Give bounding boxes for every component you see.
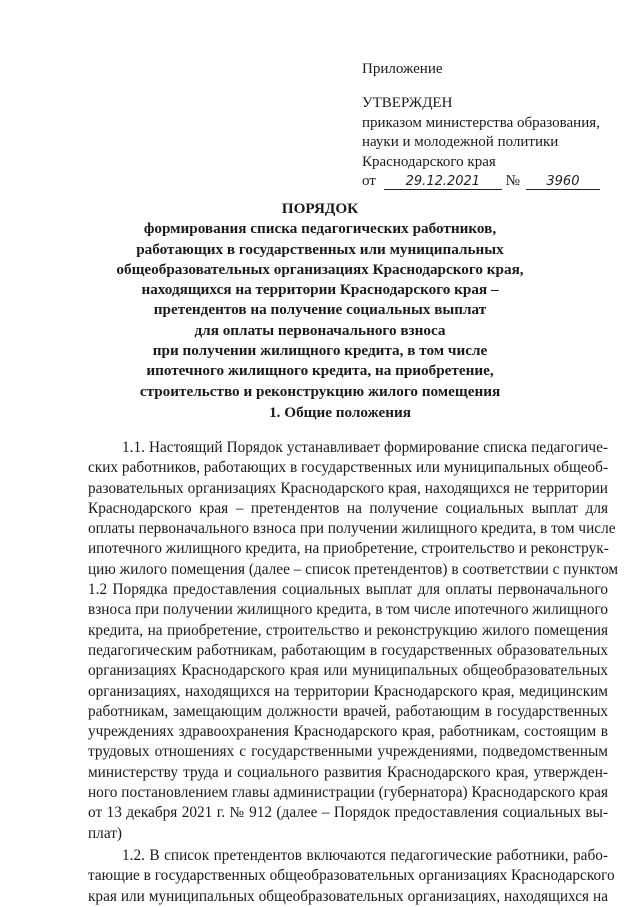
text-line: организациях, находящихся на территории Краснодарского края, медицинским	[88, 682, 608, 700]
title-line: работающих в государственных или муниципальных	[136, 240, 504, 258]
text-line: плат)	[88, 824, 122, 842]
title-line: находящихся на территории Краснодарского края –	[141, 281, 499, 299]
text-line: 1.1. Настоящий Порядок устанавливает формирование списка педагогиче-	[122, 439, 608, 456]
text-line: цию жилого помещения (далее – список претендентов) в соответствии с пунктом	[88, 560, 619, 578]
text-line: организациях Краснодарского края или муниципальных общеобразовательных	[88, 662, 608, 680]
text-line: края или муниципальных общеобразовательных организациях, находящихся на	[88, 887, 608, 905]
title-line: претендентов на получение социальных выплат	[153, 301, 487, 319]
text-line: трудовых отношениях с государственными учреждениями, подведомственным	[88, 743, 608, 761]
title-line: при получении жилищного кредита, в том числе	[152, 342, 488, 360]
number-prefix: №	[505, 173, 520, 189]
text-line: Краснодарского края – претендентов на получение социальных выплат для	[88, 499, 608, 517]
text-line: тающие в государственных общеобразовательных организациях Краснодарского	[88, 867, 615, 885]
text-line: от 13 декабря 2021 г. № 912 (далее – Порядок предоставления социальных вы-	[88, 804, 608, 822]
document-title	[60, 199, 580, 402]
text-line: ипотечного жилищного кредита, на приобретение, строительство и реконструк-	[88, 540, 609, 558]
text-line: 1.2. В список претендентов включаются педагогические работники, рабо-	[122, 846, 608, 864]
order-date: 29.12.2021	[384, 175, 502, 190]
section-heading: 1. Общие положения	[269, 404, 411, 421]
order-line: Краснодарского края	[362, 153, 496, 170]
appendix-label: Приложение	[362, 61, 443, 77]
text-line: педагогическим работникам, работающим в государственных образовательных	[88, 641, 608, 659]
text-line: ских работников, работающих в государственных или муниципальных общеоб-	[88, 459, 609, 477]
text-line: министерству труда и социального развития Краснодарского края, утвержден-	[88, 763, 608, 781]
approval-block	[362, 94, 600, 192]
text-line: ного постановлением главы администрации (губернатора) Краснодарского края	[88, 784, 608, 802]
text-line: 1.2 Порядка предоставления социальных выплат для оплаты первоначального	[88, 581, 608, 599]
title-line: формирования списка педагогических работников,	[143, 220, 497, 238]
text-line: учреждениях здравоохранения Краснодарского края, работникам, состоящим в	[88, 723, 608, 741]
order-number: 3960	[526, 175, 600, 190]
text-line: взноса при получении жилищного кредита, в том числе ипотечного жилищного	[88, 601, 609, 619]
title-line: ПОРЯДОК	[281, 200, 359, 217]
text-line: работникам, замещающим должности врачей, работающим в государственных	[88, 702, 608, 720]
date-prefix: от	[362, 173, 376, 189]
paragraph-1-2	[88, 846, 615, 907]
text-line: оплаты первоначального взноса при получении жилищного кредита, в том числе	[88, 520, 616, 538]
order-date-line	[362, 172, 600, 192]
text-line: кредита, на приобретение, строительство и реконструкцию жилого помещения	[88, 621, 608, 639]
title-line: строительство и реконструкцию жилого помещения	[139, 382, 501, 400]
title-line: для оплаты первоначального взноса	[194, 321, 446, 339]
title-line: ипотечного жилищного кредита, на приобретение,	[146, 362, 494, 380]
paragraph-1-1	[88, 438, 619, 844]
body-text	[88, 438, 619, 907]
text-line: разовательных организациях Краснодарского края, находящихся не территории	[88, 479, 608, 497]
order-line: науки и молодежной политики	[362, 134, 559, 150]
order-line: приказом министерства образования,	[362, 114, 600, 131]
approved-label: УТВЕРЖДЕН	[362, 95, 453, 111]
title-line: общеобразовательных организациях Краснодарского края,	[116, 260, 524, 278]
